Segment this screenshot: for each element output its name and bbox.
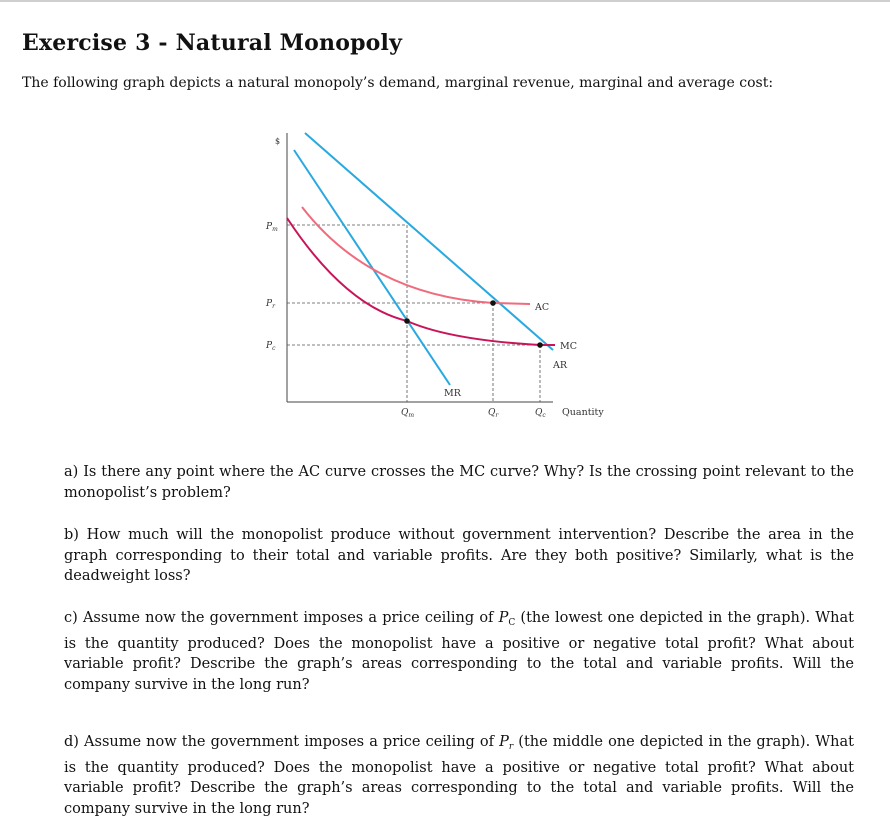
intro-text: The following graph depicts a natural monopoly’s demand, marginal revenue, marginal and average cost:: [22, 75, 774, 91]
question-a: a) Is there any point where the AC curve crosses the MC curve? Why? Is the crossing point relevant to the monopolist’s problem?: [64, 464, 854, 501]
mr-curve-label: MR: [444, 388, 461, 399]
pm-label: $P_m$: [266, 222, 278, 233]
question-c: [64, 608, 854, 695]
quantity-axis-label: Quantity: [562, 407, 604, 418]
mc-curve: [287, 218, 555, 345]
question-b: b) How much will the monopolist produce without government intervention? Describe the area in the graph corresponding to their total and variable profits. Are they both positive? Similarly, what is the deadweight loss?: [64, 527, 854, 584]
qr-label: $Q_r$: [488, 408, 499, 419]
question-c-price-symbol: P: [498, 610, 509, 626]
question-d-price-subscript: r: [508, 742, 514, 752]
demand-curve: [305, 133, 553, 350]
question-d-price-symbol: P: [499, 734, 509, 750]
demand-mc-intersection-point: [537, 342, 543, 348]
question-d-pre: d) Assume now the government imposes a price ceiling of: [64, 734, 500, 750]
pc-label: $P_c$: [266, 341, 276, 352]
question-d-post: (the middle one depicted in the graph). What is the quantity produced? Does the monopolist have a positive or negative total profit? What about variable profit? Describe the graph’s areas corresponding to the total and variable profits. Will the company survive in the long run?: [64, 734, 854, 817]
ac-curve-label: AC: [535, 302, 550, 313]
y-axis-dollar-label: $: [275, 137, 281, 146]
demand-ac-intersection-point: [490, 300, 496, 306]
mr-curve: [294, 150, 450, 385]
mr-mc-intersection-point: [404, 318, 410, 324]
mc-curve-label: MC: [560, 341, 577, 352]
question-c-pre: c) Assume now the government imposes a price ceiling of: [64, 610, 499, 626]
pr-label: $P_r$: [266, 299, 275, 310]
qc-label: $Q_c$: [535, 408, 546, 419]
ar-curve-label: AR: [553, 360, 568, 371]
exercise-title: Exercise 3 - Natural Monopoly: [22, 30, 403, 56]
question-c-price-subscript: C: [508, 618, 516, 628]
question-d: [64, 732, 854, 819]
question-c-post: (the lowest one depicted in the graph). What is the quantity produced? Does the monopolist have a positive or negative total profit? What about variable profit? Describe the graph’s areas corresponding to the total and variable profits. Will the company survive in the long run?: [64, 610, 854, 693]
ac-curve: [302, 207, 530, 304]
qm-label: $Q_m$: [401, 408, 415, 419]
